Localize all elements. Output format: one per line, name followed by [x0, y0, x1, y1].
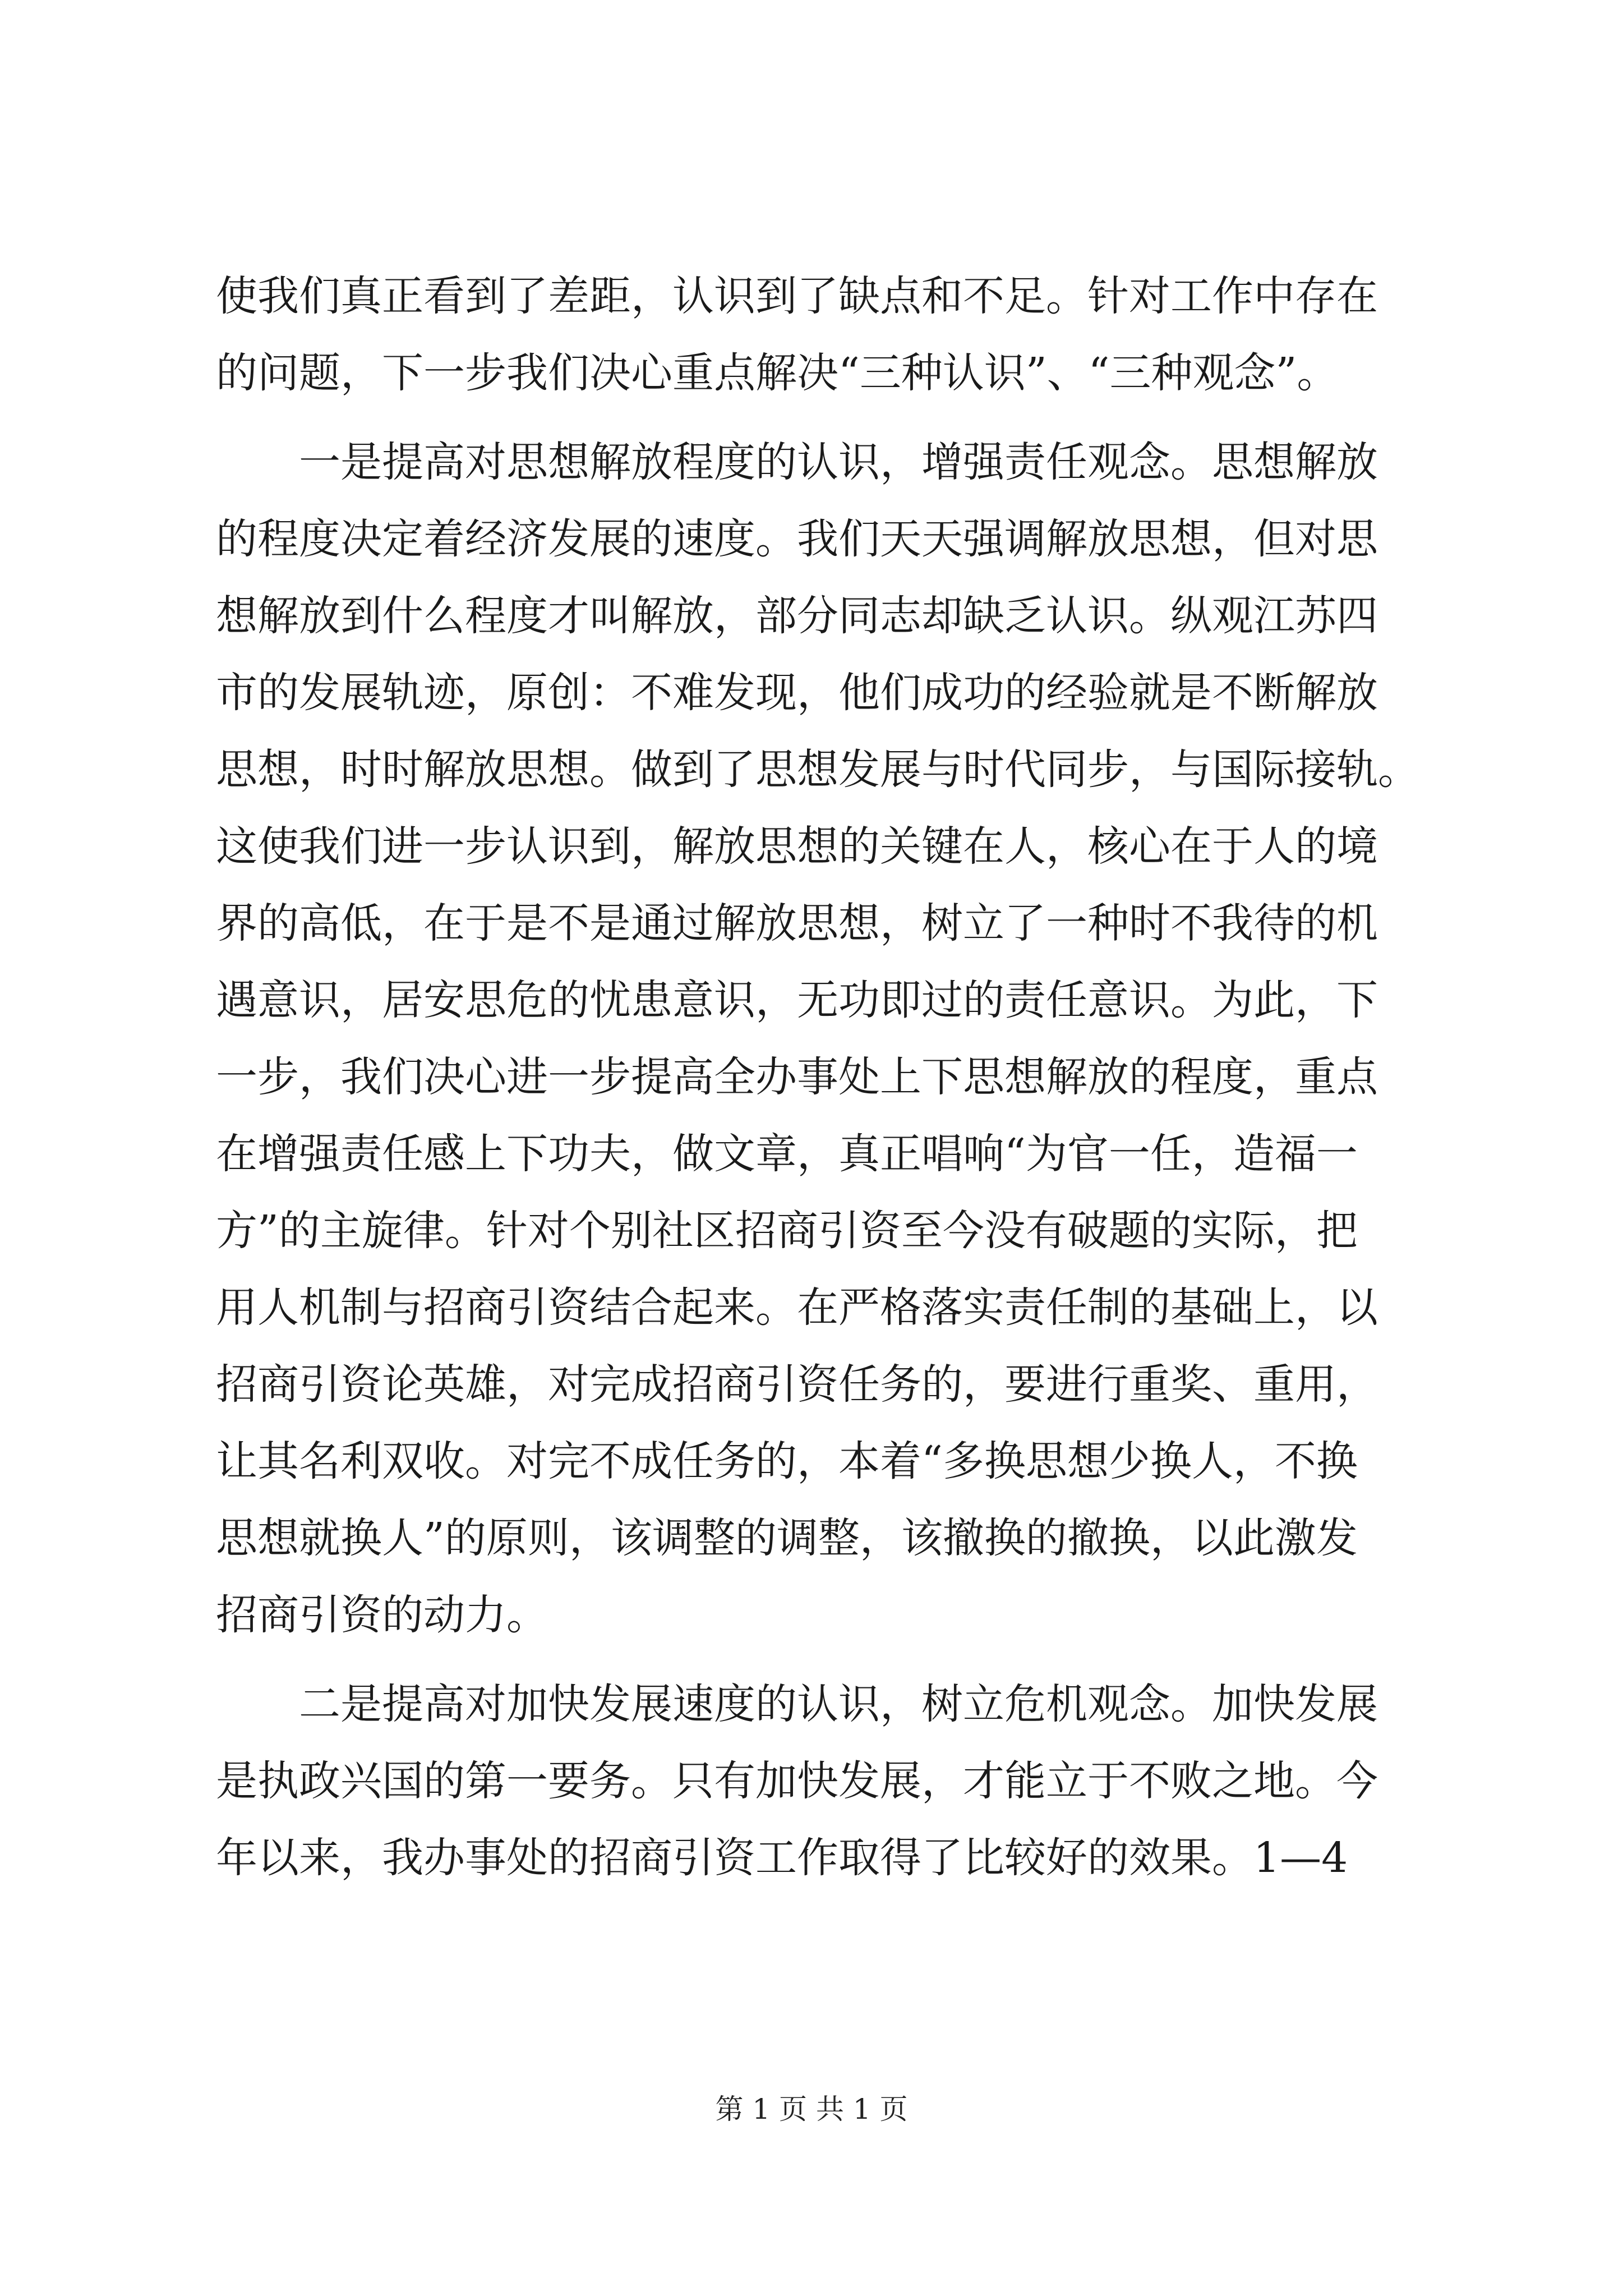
paragraph-line: 想解放到什么程度才叫解放，部分同志却缺乏认识。纵观江苏四 [216, 592, 1378, 640]
paragraph-line: 在增强责任感上下功夫，做文章，真正唱响“为官一任，造福一 [216, 1130, 1358, 1178]
page-number-label: 第 1 页 共 1 页 [715, 2093, 908, 2125]
document-body [216, 258, 1419, 1897]
paragraph-line: 年以来，我办事处的招商引资工作取得了比较好的效果。1—4 [216, 1834, 1348, 1882]
paragraph-line: 这使我们进一步认识到，解放思想的关键在人，核心在于人的境 [216, 822, 1378, 871]
paragraph-line: 是执政兴国的第一要务。只有加快发展，才能立于不败之地。今 [216, 1757, 1378, 1805]
paragraph-line: 使我们真正看到了差距，认识到了缺点和不足。针对工作中存在 [216, 272, 1378, 320]
paragraph-line: 市的发展轨迹，原创：不难发现，他们成功的经验就是不断解放 [216, 669, 1378, 717]
paragraph-line: 的问题，下一步我们决心重点解决“三种认识”、“三种观念”。 [216, 349, 1339, 397]
paragraph-3 [216, 1666, 1413, 1897]
paragraph-first-line: 一是提高对思想解放程度的认识，增强责任观念。思想解放 [299, 438, 1378, 486]
paragraph-line: 思想，时时解放思想。做到了思想发展与时代同步，与国际接轨。 [216, 746, 1419, 794]
paragraph-first-line: 二是提高对加快发展速度的认识，树立危机观念。加快发展 [299, 1680, 1378, 1728]
paragraph-line: 招商引资论英雄，对完成招商引资任务的，要进行重奖、重用， [216, 1360, 1378, 1409]
paragraph-line: 用人机制与招商引资结合起来。在严格落实责任制的基础上，以 [216, 1283, 1378, 1332]
paragraph-2 [216, 424, 1419, 1654]
paragraph-line: 让其名利双收。对完不成任务的，本着“多换思想少换人，不换 [216, 1437, 1358, 1485]
page-footer [0, 2087, 1623, 2132]
paragraph-spacer [216, 412, 1413, 424]
paragraph-line: 思想就换人”的原则，该调整的调整，该撤换的撤换，以此激发 [216, 1514, 1358, 1562]
paragraph-line: 的程度决定着经济发展的速度。我们天天强调解放思想，但对思 [216, 515, 1378, 563]
paragraph-spacer [216, 1654, 1413, 1666]
paragraph-line: 界的高低，在于是不是通过解放思想，树立了一种时不我待的机 [216, 899, 1378, 947]
paragraph-1 [216, 258, 1413, 412]
paragraph-line: 一步，我们决心进一步提高全办事处上下思想解放的程度，重点 [216, 1053, 1378, 1101]
paragraph-line: 方”的主旋律。针对个别社区招商引资至今没有破题的实际，把 [216, 1207, 1358, 1255]
paragraph-line: 招商引资的动力。 [216, 1591, 548, 1639]
paragraph-line: 遇意识，居安思危的忧患意识，无功即过的责任意识。为此，下 [216, 976, 1378, 1024]
